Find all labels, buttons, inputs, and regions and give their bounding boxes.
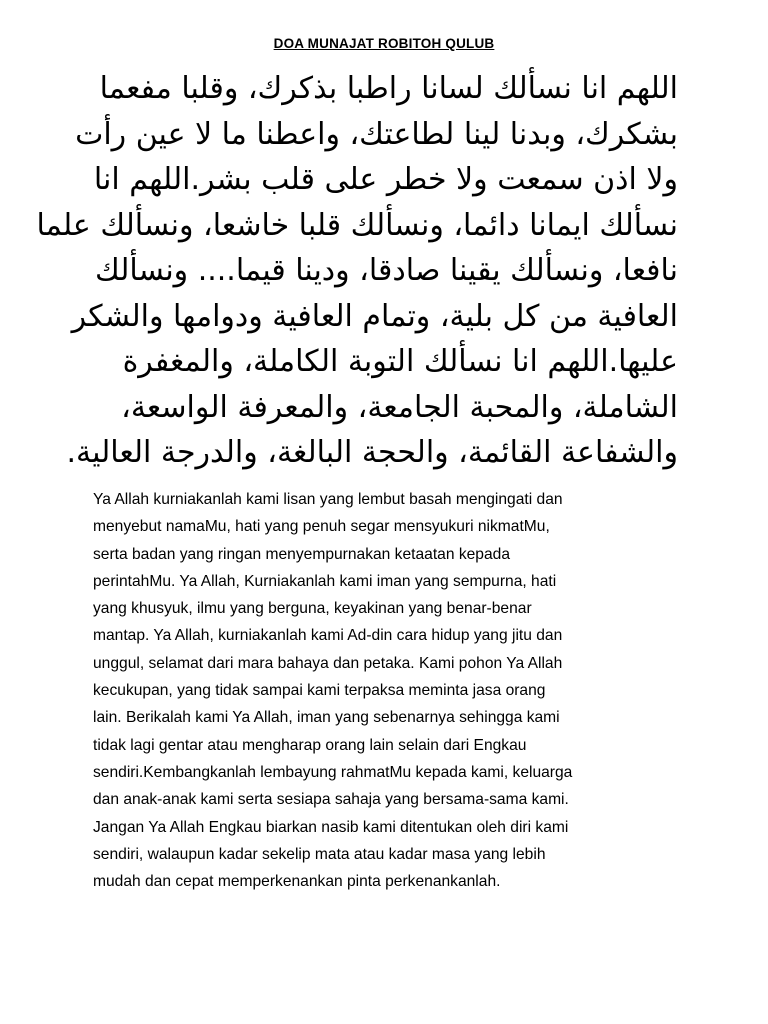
arabic-line: اللهم انا نسألك لسانا راطبا بذكرك، وقلبا مفعما [99, 71, 678, 106]
translation-line: mudah dan cepat memperkenankan pinta perkenankanlah. [93, 873, 501, 891]
arabic-prayer-text [36, 66, 678, 476]
arabic-line: نافعا، ونسألك يقينا صادقا، ودينا قيما.... ونسألك [95, 253, 678, 288]
translation-line: Ya Allah kurniakanlah kami lisan yang lembut basah mengingati dan [93, 491, 563, 508]
translation-line: perintahMu. Ya Allah, Kurniakanlah kami iman yang sempurna, hati [93, 572, 557, 590]
translation-line: sendiri.Kembangkanlah lembayung rahmatMu kepada kami, keluarga [93, 763, 573, 781]
translation-line: tidak lagi gentar atau mengharap orang lain selain dari Engkau [93, 736, 527, 754]
arabic-line: بشكرك، وبدنا لينا لطاعتك، واعطنا ما لا عين رأت [75, 116, 678, 152]
translation-line: serta badan yang ringan menyempurnakan ketaatan kepada [93, 545, 510, 563]
translation-line: unggul, selamat dari mara bahaya dan petaka. Kami pohon Ya Allah [93, 654, 563, 672]
translation-line: sendiri, walaupun kadar sekelip mata atau kadar masa yang lebih [93, 845, 546, 863]
document-title: DOA MUNAJAT ROBITOH QULUB [273, 36, 495, 51]
arabic-line: العافية من كل بلية، وتمام العافية ودوامها والشكر [71, 298, 678, 334]
translation-line: dan anak-anak kami serta sesiapa sahaja yang bersama-sama kami. [93, 791, 569, 809]
arabic-line: نسألك ايمانا دائما، ونسألك قلبا خاشعا، ونسألك علما [36, 207, 678, 243]
arabic-line: ولا اذن سمعت ولا خطر على قلب بشر.اللهم انا [93, 162, 678, 197]
arabic-line: الشاملة، والمحبة الجامعة، والمعرفة الواسعة، [121, 389, 678, 425]
translation-line: kecukupan, yang tidak sampai kami terpaksa meminta jasa orang [93, 682, 546, 700]
translation-line: Jangan Ya Allah Engkau biarkan nasib kami ditentukan oleh diri kami [93, 818, 569, 836]
malay-translation-text [93, 486, 683, 895]
translation-line: menyebut namaMu, hati yang penuh segar mensyukuri nikmatMu, [93, 518, 550, 536]
translation-line: mantap. Ya Allah, kurniakanlah kami Ad-din cara hidup yang jitu dan [93, 627, 563, 645]
arabic-line: والشفاعة القائمة، والحجة البالغة، والدرجة العالية. [66, 435, 678, 470]
translation-line: yang khusyuk, ilmu yang berguna, keyakinan yang benar-benar [93, 600, 532, 618]
arabic-line: عليها.اللهم انا نسألك التوبة الكاملة، والمغفرة [122, 344, 678, 379]
translation-line: lain. Berikalah kami Ya Allah, iman yang sebenarnya sehingga kami [93, 709, 560, 727]
